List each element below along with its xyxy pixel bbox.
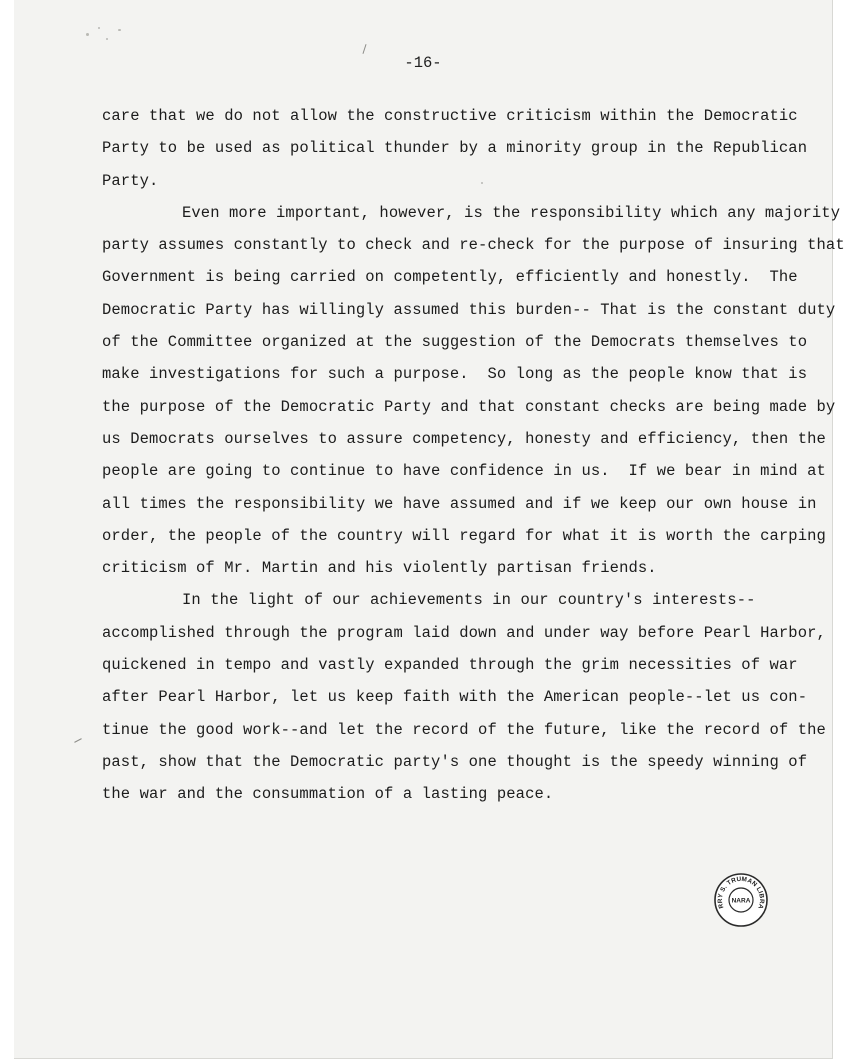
text-line: Democratic Party has willingly assumed this burden-- That is the constant duty — [102, 300, 836, 319]
library-stamp-seal — [713, 872, 769, 928]
stamp-center-label: NARA — [731, 897, 751, 905]
scan-speck — [98, 27, 100, 29]
text-line: Government is being carried on competently, efficiently and honestly. The — [102, 268, 798, 287]
document-body — [102, 100, 845, 811]
text-line: care that we do not allow the constructive criticism within the Democratic — [102, 107, 798, 125]
text-line: make investigations for such a purpose. So long as the people know that is — [102, 365, 808, 384]
text-line: Party to be used as political thunder by a minority group in the Republican — [102, 139, 808, 158]
page-number: -16- — [404, 54, 442, 72]
text-line: order, the people of the country will regard for what it is worth the carping — [102, 526, 826, 545]
stamp-library-name: RRY S. TRUMAN LIBRA — [716, 875, 766, 910]
scan-speck — [86, 33, 89, 36]
text-line: the war and the consummation of a lasting peace. — [102, 785, 554, 804]
text-line: Party. — [102, 171, 159, 190]
text-line: all times the responsibility we have assumed and if we keep our own house in — [102, 494, 817, 513]
text-line: In the light of our achievements in our country's interests-- — [182, 591, 756, 610]
text-line: us Democrats ourselves to assure competency, honesty and efficiency, then the — [102, 429, 826, 448]
text-line: accomplished through the program laid down and under way before Pearl Harbor, — [102, 623, 826, 642]
text-line: criticism of Mr. Martin and his violently partisan friends. — [102, 559, 657, 578]
scan-speck — [106, 38, 108, 40]
text-line: past, show that the Democratic party's one thought is the speedy winning of — [102, 752, 808, 771]
text-line: after Pearl Harbor, let us keep faith with the American people--let us con- — [102, 688, 808, 707]
text-line: the purpose of the Democratic Party and that constant checks are being made by — [102, 397, 836, 416]
text-line: party assumes constantly to check and re-check for the purpose of insuring that — [102, 236, 845, 255]
text-line: tinue the good work--and let the record of the future, like the record of the — [102, 720, 826, 739]
text-line: of the Committee organized at the suggestion of the Democrats themselves to — [102, 333, 808, 352]
library-stamp — [713, 872, 769, 928]
text-line: Even more important, however, is the responsibility which any majority — [182, 203, 841, 222]
text-line: quickened in tempo and vastly expanded through the grim necessities of war — [102, 656, 798, 675]
text-line: people are going to continue to have confidence in us. If we bear in mind at — [102, 462, 826, 481]
scan-speck — [118, 29, 121, 31]
